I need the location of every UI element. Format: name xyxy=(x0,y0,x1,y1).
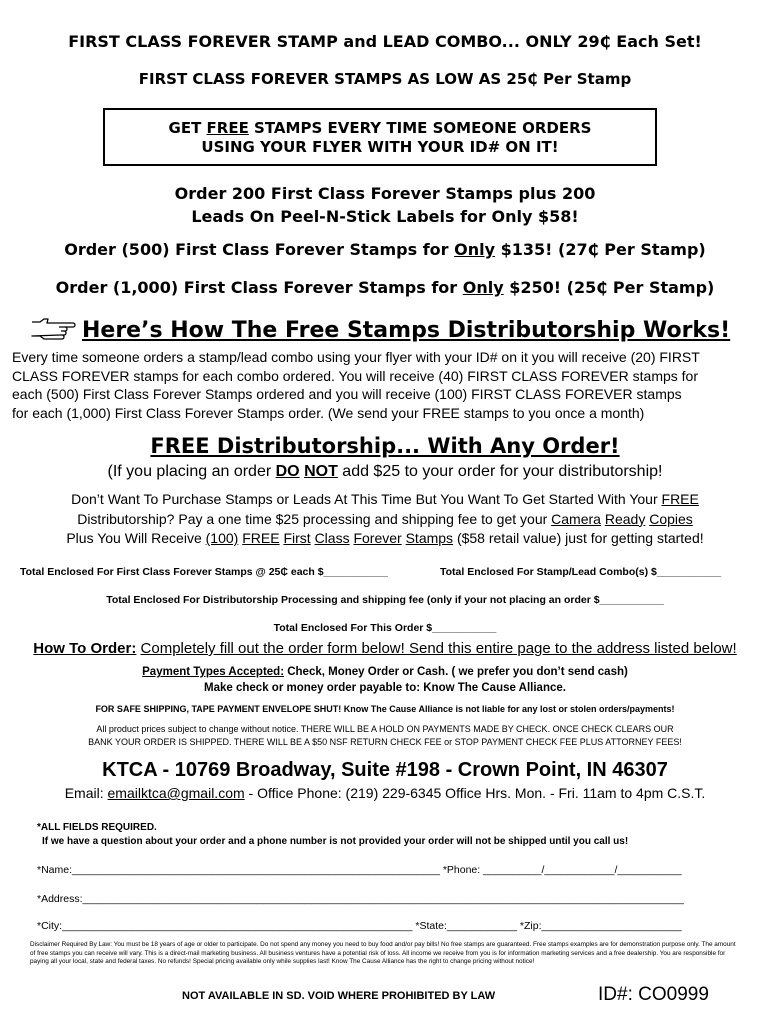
distributorship-subtitle: (If you placing an order DO NOT add $25 to your order for your distributorship! xyxy=(107,463,663,480)
flyer-id: ID#: CO0999 xyxy=(598,984,709,1005)
mailing-address: KTCA - 10769 Broadway, Suite #198 - Crown Point, IN 46307 xyxy=(102,759,668,781)
free-stamps-box xyxy=(103,108,657,166)
pointing-hand-icon xyxy=(30,316,76,345)
offer-200-line-2: Leads On Peel-N-Stick Labels for Only $58! xyxy=(191,207,579,226)
how-it-works-heading xyxy=(30,316,750,345)
how-to-order: How To Order: Completely fill out the order form below! Send this entire page to the address listed below! xyxy=(33,640,737,657)
free-word: FREE xyxy=(206,119,249,137)
offer-1000: Order (1,000) First Class Forever Stamps for Only $250! (25₵ Per Stamp) xyxy=(55,278,715,297)
header-line-2: FIRST CLASS FOREVER STAMPS AS LOW AS 25₵ Per Stamp xyxy=(138,70,632,88)
free-stamps-line-1: GET FREE STAMPS EVERY TIME SOMEONE ORDERS xyxy=(168,119,592,137)
total-distributorship-field[interactable]: Total Enclosed For Distributorship Processing and shipping fee (only if your not placing an order $___________ xyxy=(106,594,664,606)
contact-line: Email: emailktca@gmail.com - Office Phone: (219) 229-6345 Office Hrs. Mon. - Fri. 11am to 4pm C.S.T. xyxy=(64,785,706,801)
total-order-field[interactable]: Total Enclosed For This Order $___________ xyxy=(273,622,497,634)
distributorship-details: Don’t Want To Purchase Stamps or Leads At This Time But You Want To Get Started With Your FREE Distributorship? Pay a one time $25 processing and shipping fee to get your Camera Ready Copies Plus You Will Receive (100) FREE First Class Forever Stamps ($58 retail value) just for getting started! xyxy=(66,491,704,546)
city-state-zip-field[interactable]: *City:____________________________________________________________ *State:____________ *Zip:________________________ xyxy=(37,920,682,932)
distributorship-title: FREE Distributorship... With Any Order! xyxy=(150,434,620,458)
total-combo-field[interactable]: Total Enclosed For Stamp/Lead Combo(s) $___________ xyxy=(440,566,722,578)
price-notice: All product prices subject to change without notice. THERE WILL BE A HOLD ON PAYMENTS MADE BY CHECK. ONCE CHECK CLEARS OUR BANK YOUR ORDER IS SHIPPED. THERE WILL BE A $50 NSF RETURN CHECK FEE or STOP PAYMENT CHECK FEE PLUS ATTORNEY FEES! xyxy=(88,724,682,747)
email-link[interactable]: emailktca@gmail.com xyxy=(107,785,245,801)
offer-500: Order (500) First Class Forever Stamps for Only $135! (27₵ Per Stamp) xyxy=(64,240,706,259)
offer-200-line-1: Order 200 First Class Forever Stamps plus 200 xyxy=(174,184,596,203)
phone-warning: If we have a question about your order and a phone number is not provided your order will not be shipped until you call us! xyxy=(42,836,629,847)
safe-shipping: FOR SAFE SHIPPING, TAPE PAYMENT ENVELOPE SHUT! Know The Cause Alliance is not liable for any lost or stolen orders/payments! xyxy=(95,704,675,714)
not-available-notice: NOT AVAILABLE IN SD. VOID WHERE PROHIBITED BY LAW xyxy=(182,990,496,1002)
how-it-works-title: Here’s How The Free Stamps Distributorship Works! xyxy=(82,318,731,343)
payment-types: Payment Types Accepted: Check, Money Order or Cash. ( we prefer you don’t send cash) xyxy=(142,666,628,678)
address-field[interactable]: *Address:_______________________________________________________________________________________________________ xyxy=(37,893,685,905)
header-line-1: FIRST CLASS FOREVER STAMP and LEAD COMBO... ONLY 29₵ Each Set! xyxy=(68,32,702,51)
how-it-works-text: Every time someone orders a stamp/lead combo using your flyer with your ID# on it you will receive (20) FIRST CLASS FOREVER stamps for each combo ordered. You will receive (40) FIRST CLASS FOREVER stamps for each (500) First Class Forever Stamps ordered and you will receive (100) FIRST CLASS FOREVER stamps for each (1,000) First Class Forever Stamps order. (We send your FREE stamps to you once a month) xyxy=(12,349,700,421)
total-stamps-field[interactable]: Total Enclosed For First Class Forever Stamps @ 25₵ each $___________ xyxy=(20,566,388,578)
free-stamps-line-2: USING YOUR FLYER WITH YOUR ID# ON IT! xyxy=(201,138,559,156)
disclaimer: Disclaimer Required By Law: You must be 18 years of age or older to participate. Do not spend any money you need to buy food and/or pay bills! No free stamps are guaranteed. Free stamps examples are for demonstration purpose only. The amount of free stamps you can receive will vary. This is a direct-mail marketing business. All business ventures have a potential risk of loss. All income we receive from you is for information marketing services and a free dealership. You are responsible for paying all your local, state and federal taxes. No refunds! Special pricing available only while supplies last! Know The Cause Alliance has the right to change pricing without notice! xyxy=(30,941,736,966)
name-phone-field[interactable]: *Name:_______________________________________________________________ *Phone: __________/____________/___________ xyxy=(37,864,682,876)
fields-required: *ALL FIELDS REQUIRED. xyxy=(37,822,157,833)
payable-to: Make check or money order payable to: Know The Cause Alliance. xyxy=(204,682,566,694)
